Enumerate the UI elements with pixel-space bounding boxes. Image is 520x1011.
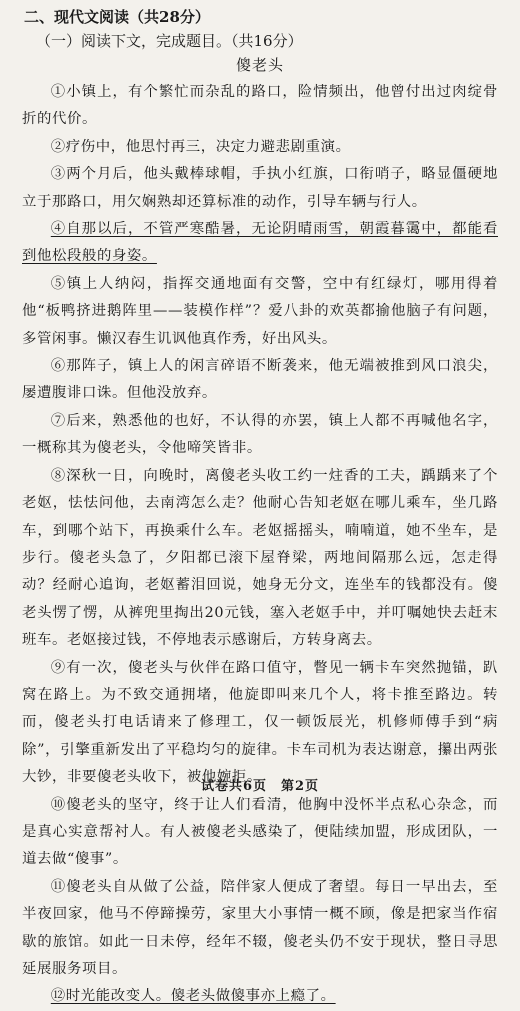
paragraph-2: ②疗伤中，他思忖再三，决定力避悲剧重演。	[50, 138, 351, 155]
paragraph-7: ⑦后来，熟悉他的也好，不认得的亦罢，镇上人都不再喊他名字，一概称其为傻老头，令他啼笑皆非。	[22, 412, 498, 457]
paragraph-11: ⑪傻老头自从做了公益，陪伴家人便成了奢望。每日一早出去，至半夜回家，他马不停蹄操劳，家里大小事情一概不顾，像是把家当作宿歇的旅馆。如此一日未停，经年不辍，傻老头仍不安于现状，整日寻思延展服务项目。	[22, 878, 498, 977]
essay-title: 傻老头	[235, 56, 284, 74]
paragraph-12: ⑫时光能改变人。傻老头做傻事亦上瘾了。	[50, 988, 336, 1005]
paragraph-8: ⑧深秋一日，向晚时，离傻老头收工约一炷香的工夫，踽踽来了个老妪，怯怯问他，去南湾怎么走？他耐心告知老妪在哪儿乘车，坐几路车，到哪个站下，再换乘什么车。老妪摇摇头，喃喃道，她不坐车，是步行。傻老头急了，夕阳都已滚下屋脊梁，两地间隔那么远，怎走得动？经耐心追询，老妪蓄泪回说，她身无分文，连坐车的钱都没有。傻老头愣了愣，从裤兜里掏出20元钱，塞入老妪手中，并叮嘱她快去赶末班车。老妪接过钱，不停地表示感谢后，方转身离去。	[22, 467, 498, 649]
paragraph-5: ⑤镇上人纳闷，指挥交通地面有交警，空中有红绿灯，哪用得着他“板鸭挤进鹅阵里——装模作样”？爱八卦的欢英都揄他脑子有问题，多管闲事。懒汉春生讥讽他真作秀，好出风头。	[22, 275, 498, 347]
paragraph-9: ⑨有一次，傻老头与伙伴在路口值守，瞥见一辆卡车突然抛锚，趴窝在路上。为不致交通拥堵，他旋即叫来几个人，将卡推至路边。转而，傻老头打电话请来了修理工，仅一顿饭辰光，机修师傅手到“病除”，引擎重新发出了平稳均匀的旋律。卡车司机为表达谢意，攥出两张大钞，非要傻老头收下，被他婉拒。	[22, 659, 498, 786]
paragraph-1: ①小镇上，有个繁忙而杂乱的路口，险情频出，他曾付出过肉绽骨折的代价。	[22, 84, 498, 128]
sub-title: （一）阅读下文，完成题目。（共16分）	[36, 32, 303, 50]
page-footer: 试卷共6页 第2页	[200, 779, 320, 794]
paragraph-10: ⑩傻老头的坚守，终于让人们看清，他胸中没怀半点私心杂念，而是真心实意帮衬人。有人被傻老头感染了，便陆续加盟，形成团队，一道去做“傻事”。	[22, 796, 498, 868]
paragraph-4: ④自那以后，不管严寒酷暑，无论阴晴雨雪，朝霞暮霭中，都能看到他松段般的身姿。	[22, 221, 498, 265]
section-title: 二、现代文阅读（共28分）	[24, 8, 210, 26]
paragraph-3: ③两个月后，他头戴棒球帽，手执小红旗，口衔哨子，略显僵硬地立于那路口，用欠娴熟却还算标准的动作，引导车辆与行人。	[22, 166, 498, 210]
paragraph-6: ⑥那阵子，镇上人的闲言碎语不断袭来，他无端被推到风口浪尖，屡遭腹诽口诛。但他没放弃。	[22, 358, 498, 402]
